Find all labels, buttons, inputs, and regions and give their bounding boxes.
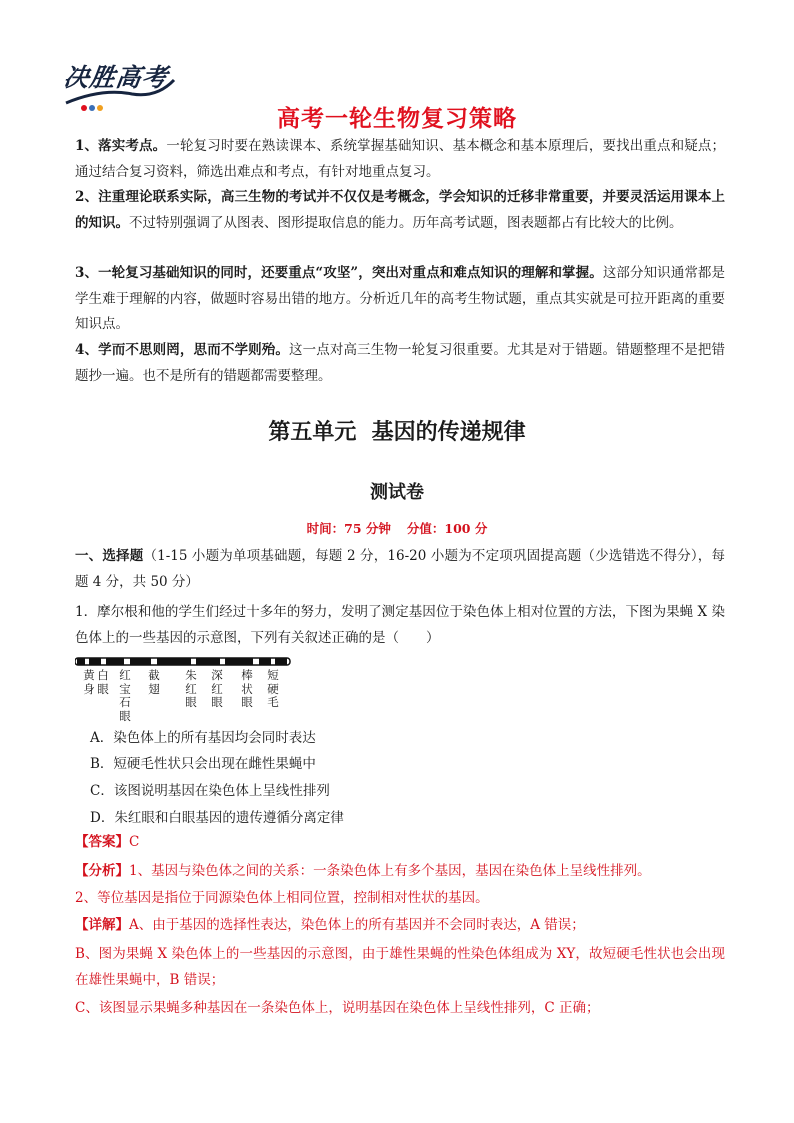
- option-b: B．短硬毛性状只会出现在雌性果蝇中: [90, 756, 316, 772]
- strategy-3-text: 这部分知识通常都是学生难于理解的内容，做题时容易出错的地方。分析近几年的高考生物试题，重点其实就是可拉开距离的重要知识点。: [75, 265, 725, 332]
- strategy-1-text: 一轮复习时要在熟读课本、系统掌握基础知识、基本概念和基本原理后，要找出重点和疑点；通过结合复习资料，筛选出难点和考点，有针对地重点复习。: [75, 138, 725, 180]
- gene-label-white-eye: 白 眼: [97, 668, 109, 696]
- strategy-3-heading: 3、一轮复习基础知识的同时，还要重点“攻坚”，突出对重点和难点知识的理解和掌握。: [75, 265, 603, 281]
- test-title: 测试卷: [370, 482, 424, 503]
- gene-band: [89, 658, 101, 665]
- strategy-1: [75, 134, 725, 185]
- strategy-4-heading: 4、学而不思则罔，思而不学则殆。: [75, 342, 289, 358]
- main-title: 高考一轮生物复习策略: [277, 106, 517, 132]
- strategy-2-heading: 2、注重理论联系实际，高三生物的考试并不仅仅是考概念，学会知识的迁移非常重要，并要灵活运用课本上的知识。: [75, 189, 725, 231]
- option-a: A．染色体上的所有基因均会同时表达: [90, 730, 316, 746]
- gene-band: [225, 658, 253, 665]
- strategy-1-heading: 1、落实考点。: [75, 138, 167, 154]
- time-text: 时间：75 分钟: [306, 521, 391, 536]
- option-d: D．朱红眼和白眼基因的遗传遵循分离定律: [90, 810, 344, 826]
- score-text: 分值：100 分: [406, 521, 488, 536]
- gene-label-bar-eye: 棒 状 眼: [241, 668, 253, 709]
- question-1-stem: 1．摩尔根和他的学生们经过十多年的努力，发明了测定基因位于染色体上相对位置的方法，下图为果蝇 X 染色体上的一些基因的示意图，下列有关叙述正确的是（ ）: [75, 604, 725, 646]
- section-label: 一、选择题: [75, 548, 144, 564]
- strategy-2: [75, 185, 725, 236]
- gene-band: [130, 658, 151, 665]
- strategy-4: [75, 338, 725, 389]
- gene-label-cut-wing: 截 翅: [148, 668, 160, 696]
- analysis-text-1: 1、基因与染色体之间的关系：一条染色体上有多个基因，基因在染色体上呈线性排列。: [129, 863, 651, 879]
- detail-text-a: A、由于基因的选择性表达，染色体上的所有基因并不会同时表达，A 错误；: [129, 917, 585, 933]
- logo-text: 决胜高考: [61, 63, 170, 92]
- gene-band: [275, 658, 287, 665]
- analysis-line-2: 2、等位基因是指位于同源染色体上相同位置，控制相对性状的基因。: [75, 890, 489, 906]
- gene-label-vermilion-eye: 朱 红 眼: [185, 668, 197, 709]
- gene-label-short-bristle: 短 硬 毛: [267, 668, 279, 709]
- time-score-line: [0, 519, 794, 537]
- answer-label: 【答案】: [75, 834, 129, 850]
- detail-line-c: C、该图显示果蝇多种基因在一条染色体上，说明基因在染色体上呈线性排列，C 正确；: [75, 1000, 600, 1016]
- gene-label-ruby-eye: 红 宝 石 眼: [119, 668, 131, 723]
- option-c: C．该图说明基因在染色体上呈线性排列: [90, 783, 330, 799]
- gene-label-yellow-body: 黄 身: [83, 668, 95, 696]
- gene-band: [77, 658, 85, 665]
- strategy-2-text: 不过特别强调了从图表、图形提取信息的能力。历年高考试题，图表题都占有比较大的比例。: [129, 214, 683, 231]
- detail-line-b: B、图为果蝇 X 染色体上的一些基因的示意图，由于雄性果蝇的性染色体组成为 XY，故短硬毛性状也会出现在雄性果蝇中，B 错误；: [75, 946, 725, 988]
- gene-band: [196, 658, 220, 665]
- answer-value: C: [129, 834, 140, 850]
- gene-label-carmine-eye: 深 红 眼: [211, 668, 223, 709]
- detail-line-a: [75, 913, 725, 939]
- detail-label: 【详解】: [75, 917, 129, 933]
- analysis-label: 【分析】: [75, 863, 129, 879]
- strategy-4-text: 这一点对高三生物一轮复习很重要。尤其是对于错题。错题整理不是把错题抄一遍。也不是所有的错题都需要整理。: [75, 342, 725, 384]
- gene-band: [259, 658, 271, 665]
- gene-band: [106, 658, 124, 665]
- gene-band: [157, 658, 191, 665]
- strategy-3: [75, 261, 725, 338]
- section-heading: [75, 544, 725, 595]
- answer-line: [75, 830, 725, 856]
- unit-title: 第五单元 基因的传递规律: [268, 420, 526, 445]
- analysis-line-1: [75, 859, 725, 885]
- section-instructions: （1-15 小题为单项基础题，每题 2 分，16-20 小题为不定项巩固提高题（少选错选不得分），每题 4 分，共 50 分）: [75, 548, 725, 590]
